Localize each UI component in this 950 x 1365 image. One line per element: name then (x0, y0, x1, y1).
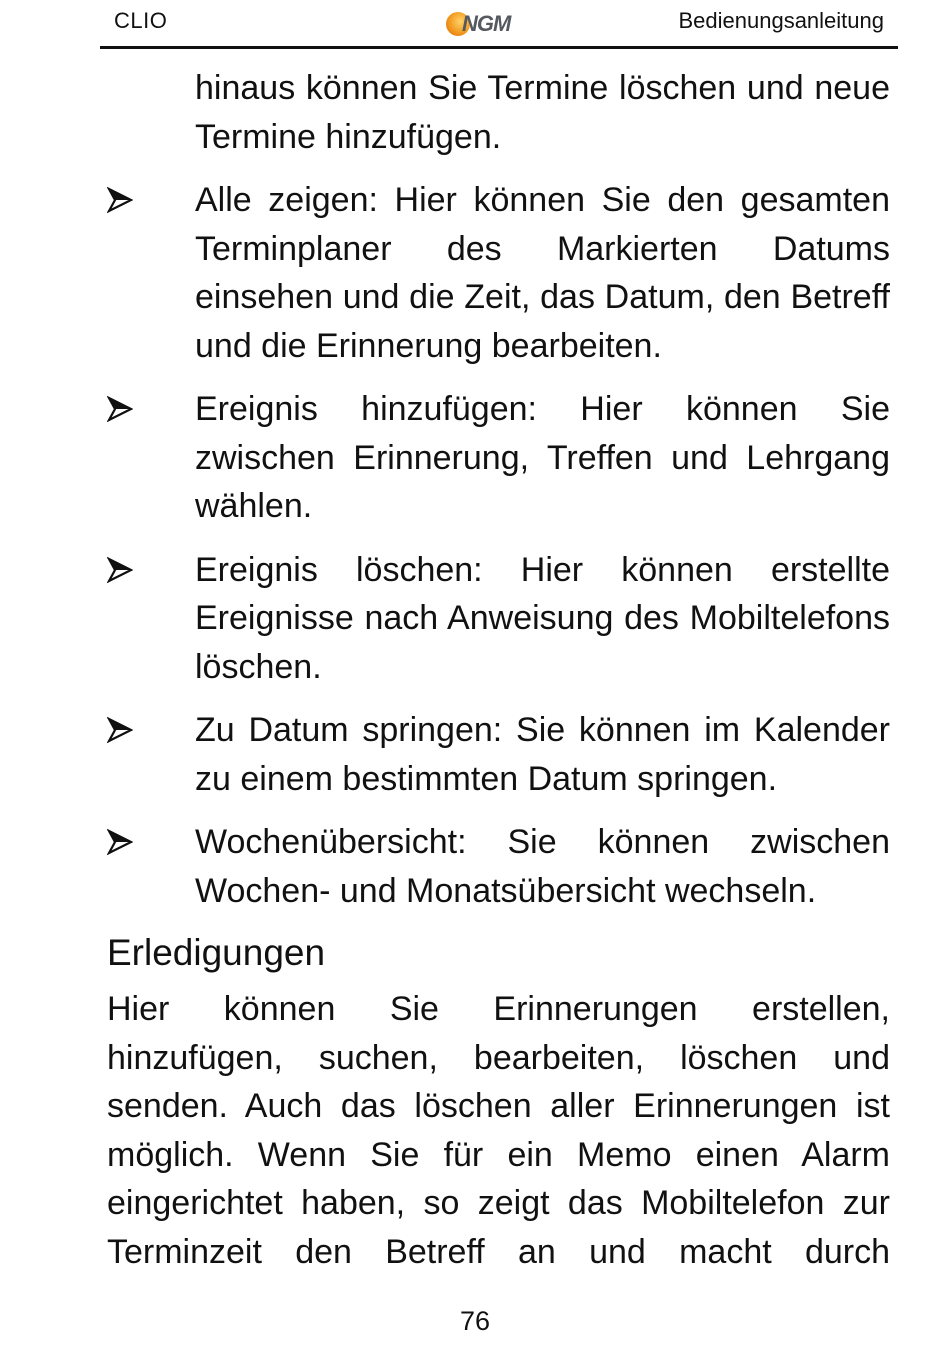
arrowhead-bullet-icon (107, 176, 137, 224)
list-item (107, 546, 890, 692)
list-item (107, 176, 890, 370)
page-header (100, 0, 898, 49)
arrowhead-bullet-icon (107, 546, 137, 594)
section-heading: Erledigungen (107, 932, 326, 973)
ngm-logo-text: NGM (462, 11, 511, 36)
list-item (107, 385, 890, 531)
header-manual-title: Bedienungsanleitung (678, 8, 884, 33)
list-item-text: Alle zeigen: Hier können Sie den gesamten Terminplaner des Markierten Datums einsehen und die Zeit, das Datum, den Betreff und die Erinnerung bearbeiten. (195, 181, 890, 365)
arrowhead-bullet-icon (107, 385, 137, 433)
list-item-text: Ereignis hinzufügen: Hier können Sie zwischen Erinnerung, Treffen und Lehrgang wählen. (195, 390, 890, 525)
list-item-text: Wochenübersicht: Sie können zwischen Wochen- und Monatsübersicht wechseln. (195, 823, 890, 910)
list-item (107, 818, 890, 915)
page-content (107, 64, 890, 1276)
page-number: 76 (459, 1306, 491, 1336)
ngm-logo (446, 10, 510, 38)
continuation-text: hinaus können Sie Termine löschen und neue Termine hinzufügen. (195, 69, 890, 156)
list-item (107, 706, 890, 803)
arrowhead-bullet-icon (107, 706, 137, 754)
list-item-text: Ereignis löschen: Hier können erstellte Ereignisse nach Anweisung des Mobiltelefons löschen. (195, 550, 890, 686)
section-paragraph: Hier können Sie Erinnerungen erstellen, hinzufügen, suchen, bearbeiten, löschen und senden. Auch das löschen aller Erinnerungen ist möglich. Wenn Sie für ein Memo einen Alarm eingerichtet haben, so zeigt das Mobiltelefon zur Terminzeit den Betreff an und macht durch (107, 990, 890, 1271)
header-product-name: CLIO (114, 8, 168, 33)
list-item-text: Zu Datum springen: Sie können im Kalender zu einem bestimmten Datum springen. (195, 711, 890, 798)
arrowhead-bullet-icon (107, 818, 137, 866)
